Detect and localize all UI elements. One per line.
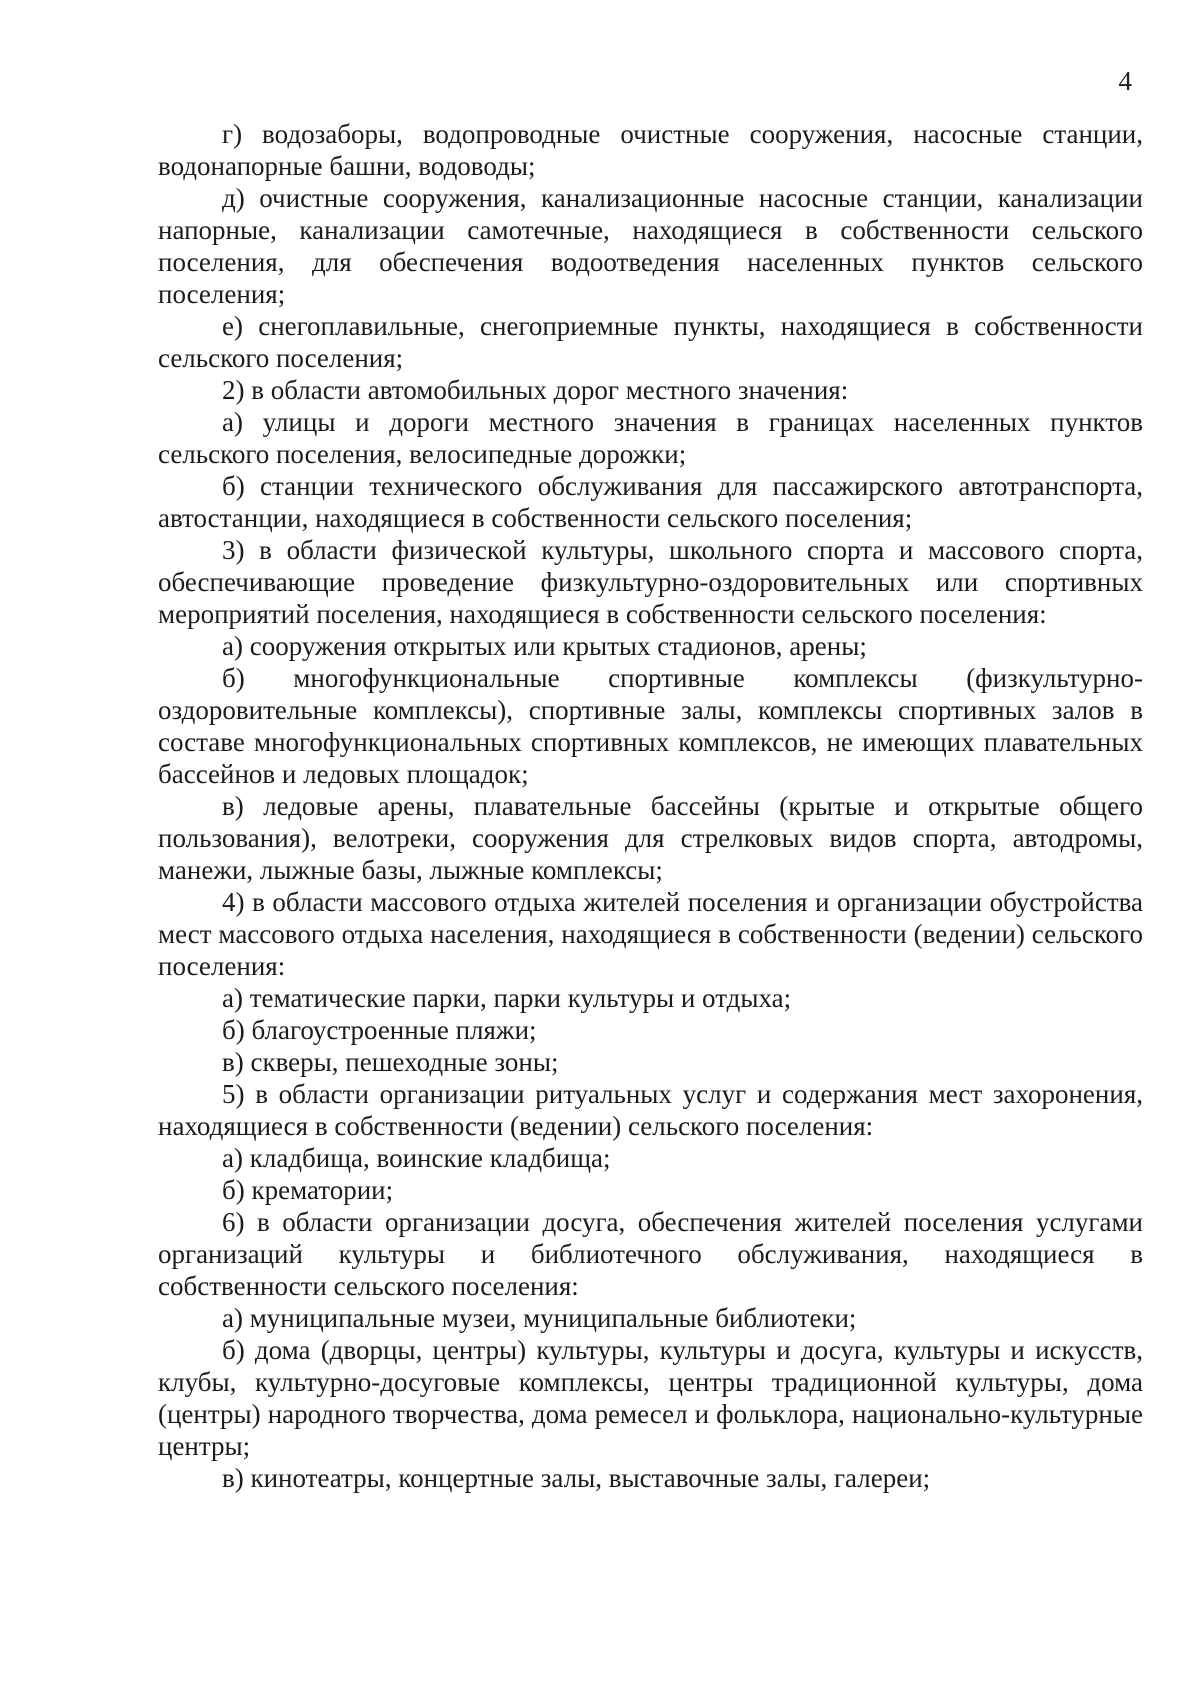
paragraph-5-ritual-services: 5) в области организации ритуальных услуг и содержания мест захоронения, находящиеся в собственности (ведении) сельского поселения: [158, 1079, 1143, 1141]
paragraph-2b-service-stations: б) станции технического обслуживания для пассажирского автотранспорта, автостанции, находящиеся в собственности сельского поселения; [158, 471, 1143, 533]
paragraph-6a-museums-libraries: а) муниципальные музеи, муниципальные библиотеки; [222, 1303, 857, 1333]
paragraph-g-water-intakes: г) водозаборы, водопроводные очистные сооружения, насосные станции, водонапорные башни, водоводы; [158, 119, 1143, 181]
paragraph-6-leisure-culture: 6) в области организации досуга, обеспечения жителей поселения услугами организаций культуры и библиотечного обслуживания, находящиеся в собственности сельского поселения: [158, 1207, 1143, 1301]
paragraph-6v-cinemas-galleries: в) кинотеатры, концертные залы, выставочные залы, галереи; [222, 1463, 931, 1493]
paragraph-6b-houses-of-culture: б) дома (дворцы, центры) культуры, культуры и досуга, культуры и искусств, клубы, культурно-досуговые комплексы, центры традиционной культуры, дома (центры) народного творчества, дома ремесел и фольклора, национально-культурные центры; [158, 1335, 1143, 1461]
paragraph-4-mass-recreation: 4) в области массового отдыха жителей поселения и организации обустройства мест массового отдыха населения, находящиеся в собственности (ведении) сельского поселения: [158, 887, 1143, 981]
paragraph-5b-crematoria: б) крематории; [222, 1175, 394, 1205]
paragraph-5a-cemeteries: а) кладбища, воинские кладбища; [222, 1143, 611, 1173]
paragraph-4b-beaches: б) благоустроенные пляжи; [222, 1015, 537, 1045]
paragraph-d-treatment-facilities: д) очистные сооружения, канализационные насосные станции, канализации напорные, канализации самотечные, находящиеся в собственности сельского поселения, для обеспечения водоотведения населенных пунктов сельского поселения; [158, 183, 1143, 309]
document-body [158, 118, 1143, 1494]
paragraph-2a-streets-roads: а) улицы и дороги местного значения в границах населенных пунктов сельского поселения, велосипедные дорожки; [158, 407, 1143, 469]
paragraph-3a-stadiums: а) сооружения открытых или крытых стадионов, арены; [222, 631, 867, 661]
paragraph-3v-ice-arenas: в) ледовые арены, плавательные бассейны (крытые и открытые общего пользования), велотреки, сооружения для стрелковых видов спорта, автодромы, манежи, лыжные базы, лыжные комплексы; [158, 791, 1143, 885]
paragraph-4a-parks: а) тематические парки, парки культуры и отдыха; [222, 983, 792, 1013]
paragraph-3-physical-culture: 3) в области физической культуры, школьного спорта и массового спорта, обеспечивающие проведение физкультурно-оздоровительных или спортивных мероприятий поселения, находящиеся в собственности сельского поселения: [158, 535, 1143, 629]
paragraph-e-snow-melting: е) снегоплавильные, снегоприемные пункты, находящиеся в собственности сельского поселения; [158, 311, 1143, 373]
paragraph-4v-squares: в) скверы, пешеходные зоны; [222, 1047, 559, 1077]
paragraph-2-local-roads: 2) в области автомобильных дорог местного значения: [222, 375, 849, 405]
paragraph-3b-sports-complexes: б) многофункциональные спортивные комплексы (физкультурно-оздоровительные комплексы), спортивные залы, комплексы спортивных залов в составе многофункциональных спортивных комплексов, не имеющих плавательных бассейнов и ледовых площадок; [158, 663, 1143, 789]
page-number: 4 [1118, 66, 1132, 96]
